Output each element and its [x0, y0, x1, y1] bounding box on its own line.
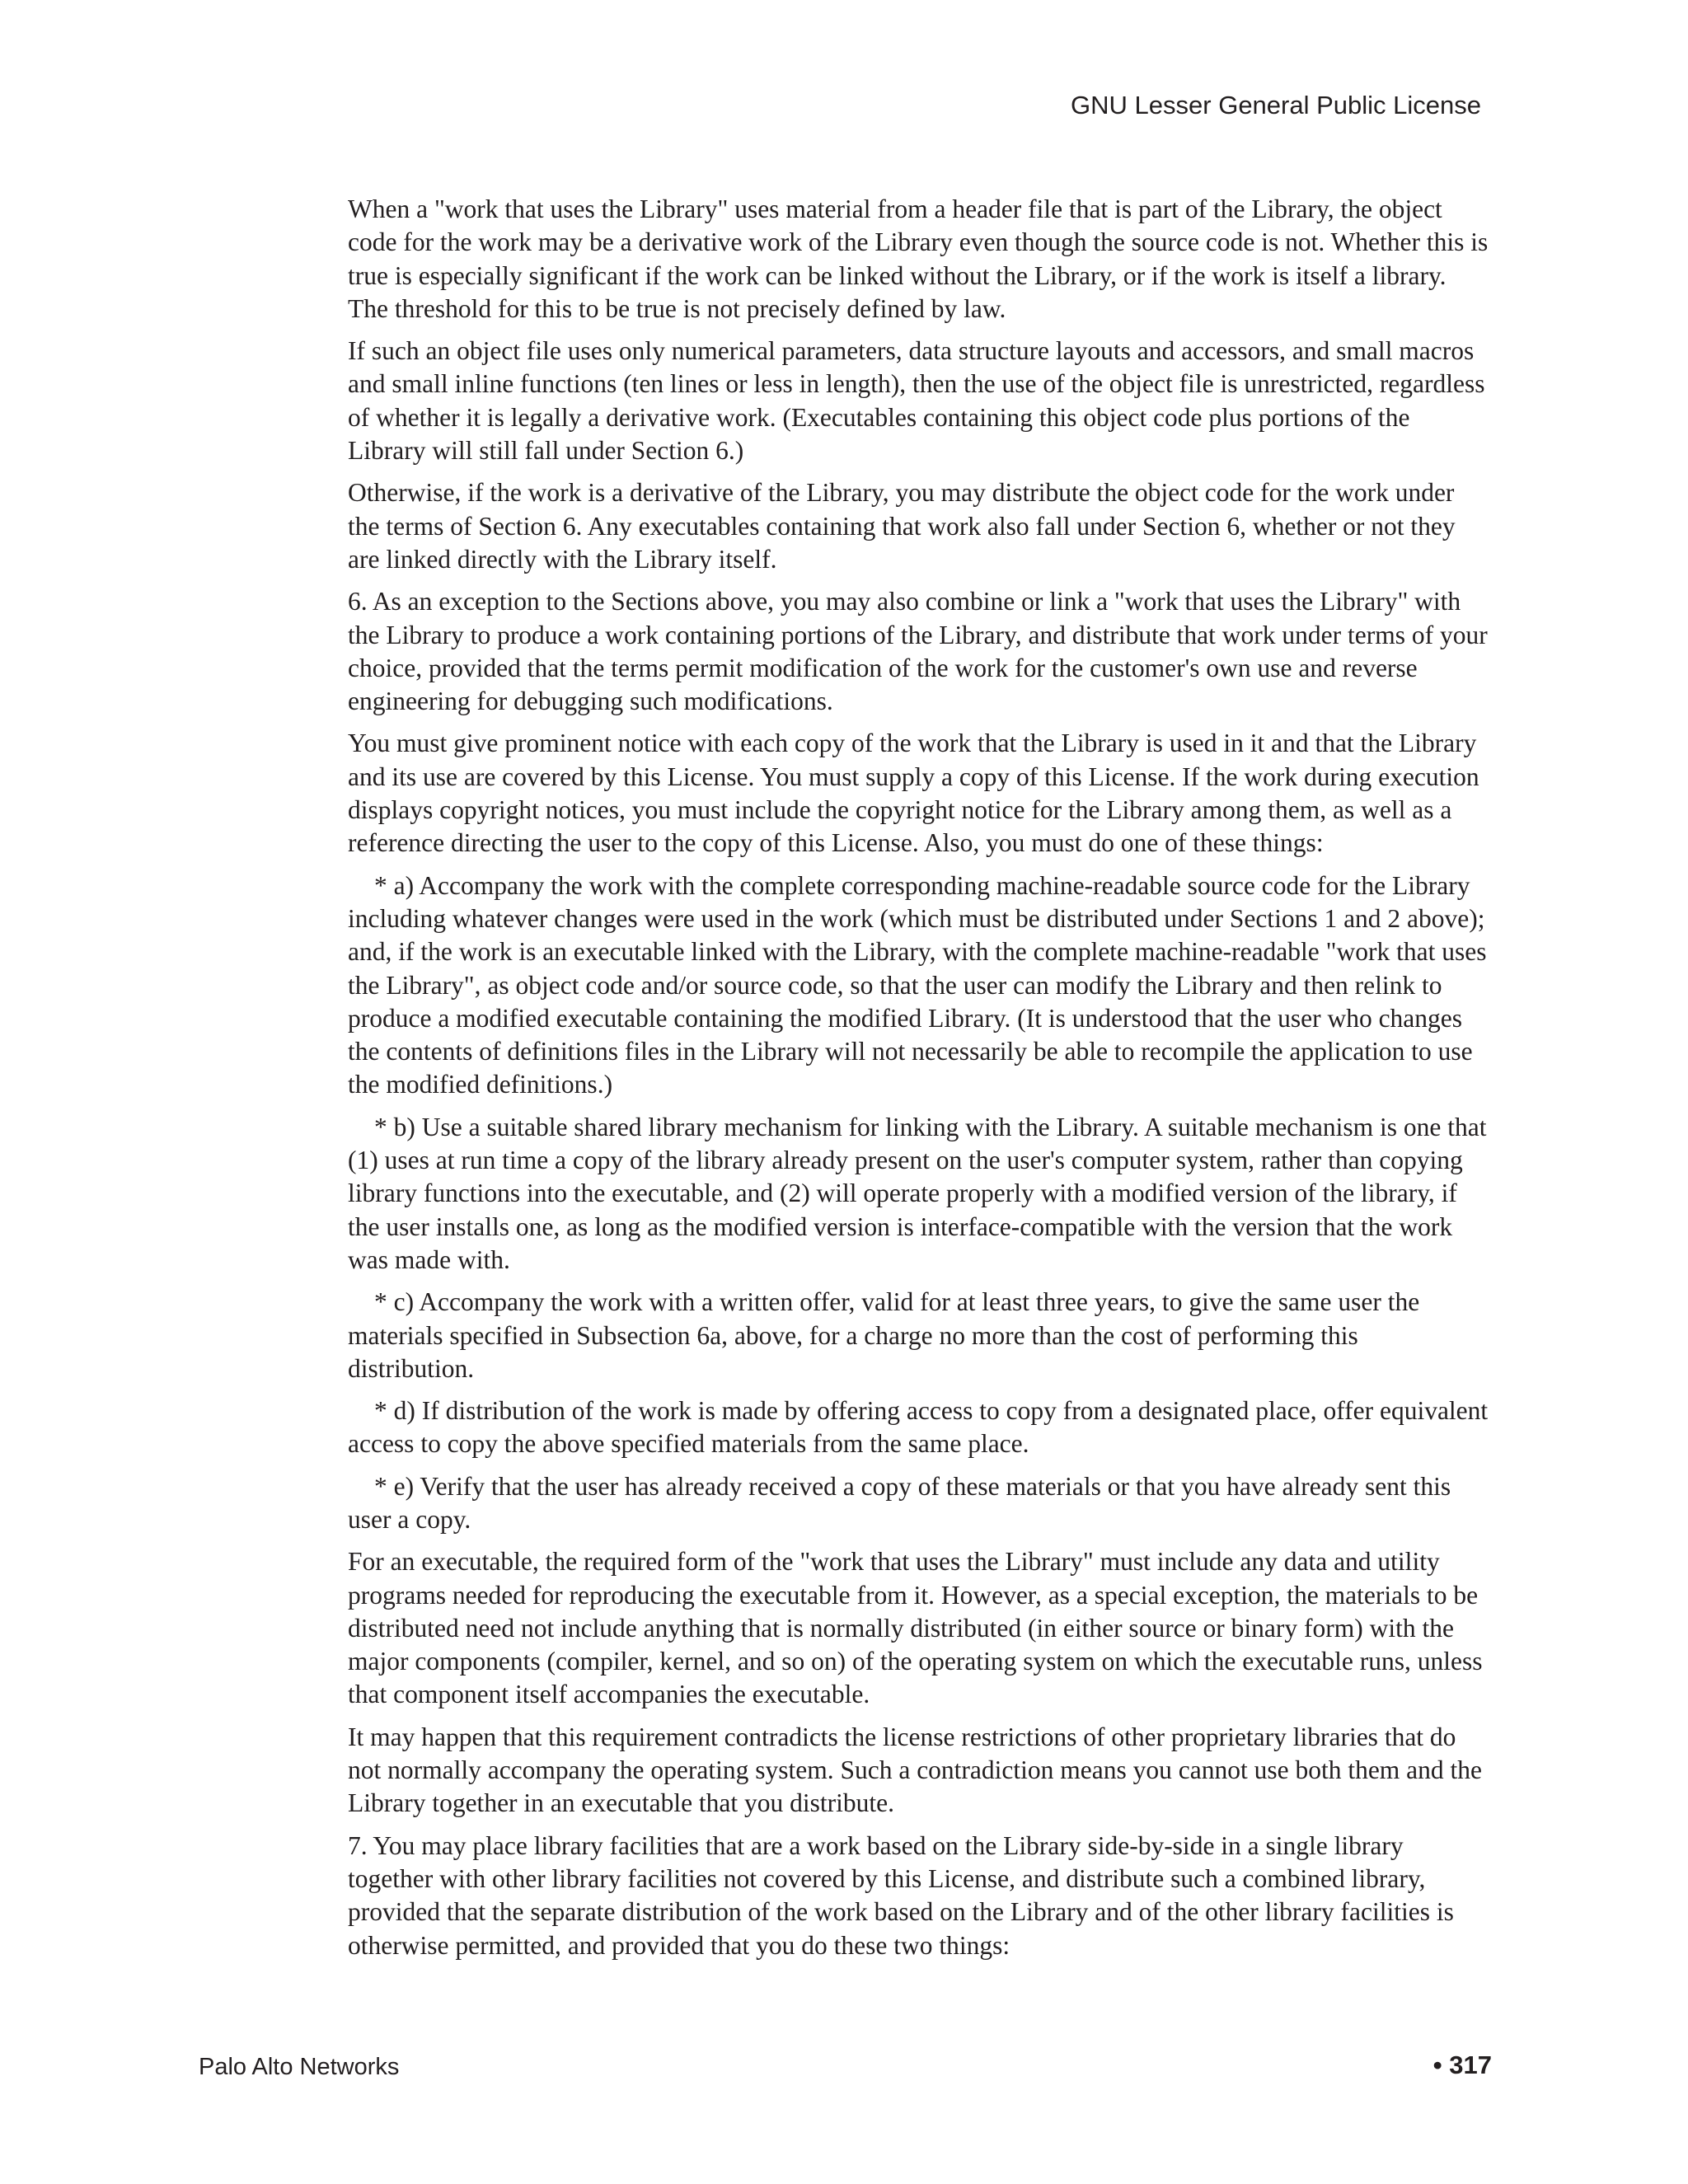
paragraph: Otherwise, if the work is a derivative of the Library, you may distribute the object code for the work under the terms of Section 6. Any executables containing that work also fall under Section 6, whether or not they are linked directly with the Library itself.: [348, 478, 1456, 574]
paragraph: For an executable, the required form of the "work that uses the Library" must include any data and utility programs needed for reproducing the executable from it. However, as a special exception, the materials to be distributed need not include anything that is normally distributed (in either source or binary form) with the major components (compiler, kernel, and so on) of the operating system on which the executable runs, unless that component itself accompanies the executable.: [348, 1547, 1483, 1709]
paragraph: If such an object file uses only numerical parameters, data structure layouts and accessors, and small macros and small inline functions (ten lines or less in length), then the use of the object file is unrestricted, regardless of whether it is legally a derivative work. (Executables containing this object code plus portions of the Library will still fall under Section 6.): [348, 336, 1485, 466]
running-header: GNU Lesser General Public License: [1071, 91, 1481, 120]
page-number: • 317: [1432, 2050, 1492, 2079]
list-item-6e: * e) Verify that the user has already received a copy of these materials or that you have already sent this user a copy.: [348, 1471, 1451, 1534]
list-item-6c: * c) Accompany the work with a written offer, valid for at least three years, to give the same user the materials specified in Subsection 6a, above, for a charge no more than the cost of performing this distribution.: [348, 1287, 1420, 1383]
paragraph: When a "work that uses the Library" uses material from a header file that is part of the Library, the object code for the work may be a derivative work of the Library even though the source code is not. Whether this is true is especially significant if the work can be linked without the Library, or if the work is itself a library. The threshold for this to be true is not precisely defined by law.: [348, 194, 1489, 323]
list-item-6a: * a) Accompany the work with the complete corresponding machine-readable source code for the Library including whatever changes were used in the work (which must be distributed under Sections 1 and 2 above); and, if the work is an executable linked with the Library, with the complete machine-readable "work that uses the Library", as object code and/or source code, so that the user can modify the Library and then relink to produce a modified executable containing the modified Library. (It is understood that the user who changes the contents of definitions files in the Library will not necessarily be able to recompile the application to use the modified definitions.): [348, 870, 1487, 1099]
list-item-6d: * d) If distribution of the work is made by offering access to copy from a designated place, offer equivalent access to copy the above specified materials from the same place.: [348, 1396, 1489, 1459]
list-item-6b: * b) Use a suitable shared library mechanism for linking with the Library. A suitable mechanism is one that (1) uses at run time a copy of the library already present on the user's computer system, rather than copying library functions into the executable, and (2) will operate properly with a modified version of the library, if the user installs one, as long as the modified version is interface-compatible with the version that the work was made with.: [348, 1112, 1487, 1274]
paragraph: It may happen that this requirement contradicts the license restrictions of other proprietary libraries that do not normally accompany the operating system. Such a contradiction means you cannot use both them and the Library together in an executable that you distribute.: [348, 1722, 1483, 1818]
paragraph: You must give prominent notice with each copy of the work that the Library is used in it and that the Library and its use are covered by this License. You must supply a copy of this License. If the work during execution displays copyright notices, you must include the copyright notice for the Library among them, as well as a reference directing the user to the copy of this License. Also, you must do one of these things:: [348, 729, 1479, 858]
license-body: [348, 193, 1489, 1971]
paragraph-section-6: 6. As an exception to the Sections above, you may also combine or link a "work that uses the Library" with the Library to produce a work containing portions of the Library, and distribute that work under terms of your choice, provided that the terms permit modification of the work for the customer's own use and reverse engineering for debugging such modifications.: [348, 587, 1488, 716]
footer-company: Palo Alto Networks: [199, 2054, 400, 2080]
paragraph-section-7: 7. You may place library facilities that are a work based on the Library side-by-side in a single library together with other library facilities not covered by this License, and distribute such a combined library, provided that the separate distribution of the work based on the Library and of the other library facilities is otherwise permitted, and provided that you do these two things:: [348, 1830, 1454, 1960]
